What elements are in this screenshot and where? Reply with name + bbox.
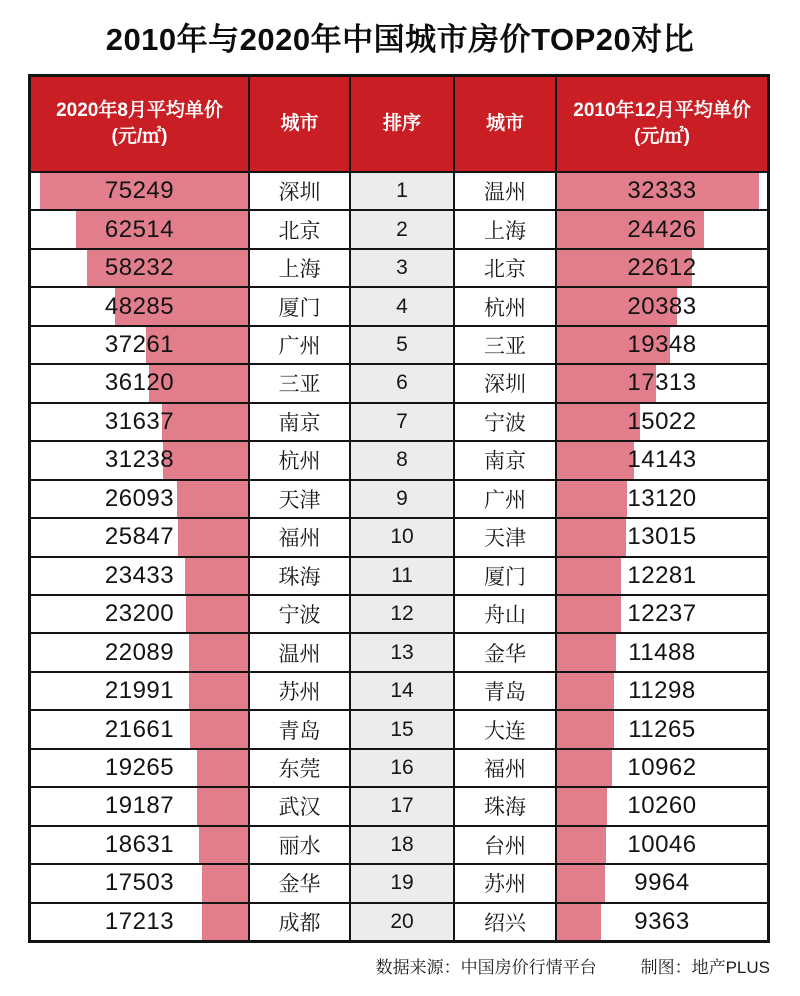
price-2020-value: 18631 xyxy=(104,830,175,858)
price-2020-cell xyxy=(31,827,250,863)
price-2010-value: 10260 xyxy=(627,792,697,820)
price-2020-value: 25847 xyxy=(104,523,175,551)
price-2020-bar xyxy=(202,904,248,940)
rank-cell: 7 xyxy=(351,404,455,440)
header-city-right xyxy=(455,77,557,171)
price-2010-value: 24426 xyxy=(627,215,697,243)
price-2020-value: 17503 xyxy=(104,869,175,897)
price-2010-cell xyxy=(557,327,767,363)
table-row xyxy=(31,825,767,863)
header-2010-price-unit: (元/㎡) xyxy=(634,126,690,147)
price-2020-bar xyxy=(197,750,248,786)
rank-cell: 20 xyxy=(351,904,455,940)
city-2020-cell: 丽水 xyxy=(250,827,351,863)
price-2020-value: 48285 xyxy=(104,292,175,320)
city-2020-cell: 温州 xyxy=(250,634,351,670)
price-2010-cell xyxy=(557,250,767,286)
price-2010-bar xyxy=(557,481,627,517)
city-2020-cell: 深圳 xyxy=(250,173,351,209)
price-2020-cell xyxy=(31,404,250,440)
table-row xyxy=(31,863,767,901)
price-2010-cell xyxy=(557,788,767,824)
price-2010-bar xyxy=(557,750,612,786)
price-2020-value: 23200 xyxy=(104,600,175,628)
price-2010-cell xyxy=(557,481,767,517)
rank-cell: 17 xyxy=(351,788,455,824)
price-2010-bar xyxy=(557,558,621,594)
price-2020-bar xyxy=(199,827,248,863)
city-2010-cell: 天津 xyxy=(455,519,557,555)
price-2010-cell xyxy=(557,596,767,632)
price-2010-cell xyxy=(557,173,767,209)
page-title: 2010年与2020年中国城市房价TOP20对比 xyxy=(105,22,695,57)
rank-cell: 16 xyxy=(351,750,455,786)
rank-cell: 12 xyxy=(351,596,455,632)
city-2010-cell: 北京 xyxy=(455,250,557,286)
table-row xyxy=(31,171,767,209)
price-2020-cell xyxy=(31,558,250,594)
city-2010-cell: 温州 xyxy=(455,173,557,209)
price-2010-value: 9363 xyxy=(634,907,690,935)
price-2010-cell xyxy=(557,558,767,594)
price-2010-bar xyxy=(557,865,605,901)
header-2010-price-line1: 2010年12月平均单价 xyxy=(573,100,751,122)
city-2010-cell: 台州 xyxy=(455,827,557,863)
table-row xyxy=(31,402,767,440)
city-2010-cell: 杭州 xyxy=(455,288,557,324)
price-2010-value: 12281 xyxy=(627,561,697,589)
price-2020-bar xyxy=(186,596,248,632)
price-2010-value: 12237 xyxy=(627,600,697,628)
price-2010-bar xyxy=(557,596,621,632)
price-2010-value: 13120 xyxy=(627,484,697,512)
city-2020-cell: 天津 xyxy=(250,481,351,517)
price-2020-value: 36120 xyxy=(104,369,175,397)
city-2010-cell: 青岛 xyxy=(455,673,557,709)
price-2010-cell xyxy=(557,519,767,555)
table-row xyxy=(31,748,767,786)
price-2010-cell xyxy=(557,365,767,401)
price-2010-bar xyxy=(557,788,607,824)
header-rank xyxy=(351,77,455,171)
header-city-left-label: 城市 xyxy=(280,113,319,135)
price-2020-cell xyxy=(31,327,250,363)
city-2010-cell: 福州 xyxy=(455,750,557,786)
price-2020-bar xyxy=(177,481,248,517)
city-2020-cell: 宁波 xyxy=(250,596,351,632)
price-2020-cell xyxy=(31,250,250,286)
price-2010-value: 11265 xyxy=(628,715,696,743)
price-2010-value: 32333 xyxy=(627,177,697,205)
price-2020-bar xyxy=(189,634,248,670)
price-2010-bar xyxy=(557,634,616,670)
table-row xyxy=(31,286,767,324)
price-2010-cell xyxy=(557,904,767,940)
table-row xyxy=(31,556,767,594)
rank-cell: 4 xyxy=(351,288,455,324)
price-2020-value: 21991 xyxy=(104,677,175,705)
rank-cell: 3 xyxy=(351,250,455,286)
city-2010-cell: 广州 xyxy=(455,481,557,517)
price-2020-bar xyxy=(202,865,248,901)
price-2020-value: 31238 xyxy=(104,446,175,474)
city-2020-cell: 武汉 xyxy=(250,788,351,824)
price-2010-cell xyxy=(557,711,767,747)
header-city-right-label: 城市 xyxy=(485,113,524,135)
price-2010-bar xyxy=(557,673,614,709)
price-2020-cell xyxy=(31,173,250,209)
rank-cell: 14 xyxy=(351,673,455,709)
price-2010-cell xyxy=(557,827,767,863)
price-2020-cell xyxy=(31,519,250,555)
rank-cell: 6 xyxy=(351,365,455,401)
price-2010-cell xyxy=(557,442,767,478)
table-row xyxy=(31,902,767,940)
city-2010-cell: 深圳 xyxy=(455,365,557,401)
city-2020-cell: 东莞 xyxy=(250,750,351,786)
price-2020-bar xyxy=(189,673,248,709)
price-2010-cell xyxy=(557,288,767,324)
price-2020-bar xyxy=(178,519,248,555)
city-2010-cell: 苏州 xyxy=(455,865,557,901)
table-row xyxy=(31,594,767,632)
price-2010-cell xyxy=(557,404,767,440)
city-2020-cell: 广州 xyxy=(250,327,351,363)
table-header-row xyxy=(31,77,767,171)
table-row xyxy=(31,363,767,401)
rank-cell: 13 xyxy=(351,634,455,670)
table-row xyxy=(31,786,767,824)
price-2020-value: 62514 xyxy=(104,215,175,243)
price-2020-value: 19187 xyxy=(104,792,175,820)
data-source-label: 数据来源：中国房价行情平台 xyxy=(375,958,597,977)
price-2020-value: 37261 xyxy=(104,331,175,359)
price-2020-cell xyxy=(31,788,250,824)
table-row xyxy=(31,479,767,517)
price-2010-value: 11298 xyxy=(628,677,696,705)
price-2010-value: 14143 xyxy=(627,446,697,474)
city-2020-cell: 杭州 xyxy=(250,442,351,478)
price-2020-bar xyxy=(162,404,248,440)
price-2020-cell xyxy=(31,634,250,670)
rank-cell: 9 xyxy=(351,481,455,517)
city-2020-cell: 福州 xyxy=(250,519,351,555)
table-body xyxy=(31,171,767,940)
price-2010-cell xyxy=(557,865,767,901)
table-row xyxy=(31,248,767,286)
price-2020-value: 75249 xyxy=(104,177,175,205)
price-2020-value: 17213 xyxy=(104,907,175,935)
rank-cell: 5 xyxy=(351,327,455,363)
city-2010-cell: 珠海 xyxy=(455,788,557,824)
rank-cell: 11 xyxy=(351,558,455,594)
price-2010-bar xyxy=(557,519,626,555)
price-2020-cell xyxy=(31,711,250,747)
price-2020-cell xyxy=(31,750,250,786)
price-2010-bar xyxy=(557,827,606,863)
table-row xyxy=(31,671,767,709)
city-2020-cell: 三亚 xyxy=(250,365,351,401)
price-2020-cell xyxy=(31,673,250,709)
price-2020-cell xyxy=(31,904,250,940)
credit-label: 制图：地产PLUS xyxy=(640,958,770,977)
table-row xyxy=(31,440,767,478)
header-2010-price xyxy=(557,77,767,171)
city-2010-cell: 绍兴 xyxy=(455,904,557,940)
city-2020-cell: 上海 xyxy=(250,250,351,286)
price-2010-cell xyxy=(557,211,767,247)
price-2010-bar xyxy=(557,442,634,478)
price-2020-bar xyxy=(190,711,248,747)
rank-cell: 18 xyxy=(351,827,455,863)
header-2020-price xyxy=(31,77,250,171)
price-2010-cell xyxy=(557,750,767,786)
price-2020-value: 31637 xyxy=(104,407,175,435)
price-2020-bar xyxy=(163,442,248,478)
price-2020-value: 26093 xyxy=(104,484,175,512)
price-2020-value: 21661 xyxy=(104,715,175,743)
price-2020-value: 22089 xyxy=(104,638,175,666)
price-2020-bar xyxy=(185,558,248,594)
header-city-left xyxy=(250,77,351,171)
city-2010-cell: 三亚 xyxy=(455,327,557,363)
price-2020-bar xyxy=(197,788,248,824)
header-2020-price-unit: (元/㎡) xyxy=(111,126,168,147)
price-2020-cell xyxy=(31,481,250,517)
header-rank-label: 排序 xyxy=(382,113,421,135)
table-row xyxy=(31,209,767,247)
price-2010-value: 9964 xyxy=(634,869,690,897)
price-2010-value: 15022 xyxy=(627,407,697,435)
price-2020-cell xyxy=(31,596,250,632)
city-2010-cell: 舟山 xyxy=(455,596,557,632)
price-2020-value: 19265 xyxy=(104,754,175,782)
price-2020-value: 23433 xyxy=(104,561,175,589)
city-2010-cell: 上海 xyxy=(455,211,557,247)
price-2010-bar xyxy=(557,711,614,747)
price-2010-value: 19348 xyxy=(627,331,697,359)
price-2020-cell xyxy=(31,865,250,901)
city-2010-cell: 南京 xyxy=(455,442,557,478)
table-row xyxy=(31,325,767,363)
city-2010-cell: 金华 xyxy=(455,634,557,670)
price-2020-cell xyxy=(31,211,250,247)
price-2020-value: 58232 xyxy=(104,254,175,282)
price-2010-value: 20383 xyxy=(627,292,697,320)
price-2010-value: 10046 xyxy=(627,830,697,858)
rank-cell: 15 xyxy=(351,711,455,747)
rank-cell: 8 xyxy=(351,442,455,478)
price-2010-bar xyxy=(557,904,601,940)
price-2010-value: 17313 xyxy=(627,369,697,397)
price-2010-value: 11488 xyxy=(628,638,696,666)
price-comparison-table xyxy=(28,74,770,943)
city-2020-cell: 苏州 xyxy=(250,673,351,709)
city-2020-cell: 北京 xyxy=(250,211,351,247)
price-2010-value: 13015 xyxy=(627,523,697,551)
price-2010-cell xyxy=(557,634,767,670)
header-2020-price-line1: 2020年8月平均单价 xyxy=(56,100,223,122)
table-row xyxy=(31,709,767,747)
table-row xyxy=(31,517,767,555)
city-2020-cell: 珠海 xyxy=(250,558,351,594)
price-2020-cell xyxy=(31,365,250,401)
price-2010-cell xyxy=(557,673,767,709)
price-2010-value: 10962 xyxy=(627,754,697,782)
city-2020-cell: 厦门 xyxy=(250,288,351,324)
city-2010-cell: 厦门 xyxy=(455,558,557,594)
price-2010-value: 22612 xyxy=(627,254,697,282)
price-2020-cell xyxy=(31,288,250,324)
city-2010-cell: 宁波 xyxy=(455,404,557,440)
city-2020-cell: 金华 xyxy=(250,865,351,901)
rank-cell: 1 xyxy=(351,173,455,209)
price-2020-cell xyxy=(31,442,250,478)
city-2020-cell: 南京 xyxy=(250,404,351,440)
table-row xyxy=(31,632,767,670)
footer xyxy=(376,953,770,978)
rank-cell: 2 xyxy=(351,211,455,247)
rank-cell: 19 xyxy=(351,865,455,901)
city-2020-cell: 青岛 xyxy=(250,711,351,747)
rank-cell: 10 xyxy=(351,519,455,555)
city-2010-cell: 大连 xyxy=(455,711,557,747)
city-2020-cell: 成都 xyxy=(250,904,351,940)
